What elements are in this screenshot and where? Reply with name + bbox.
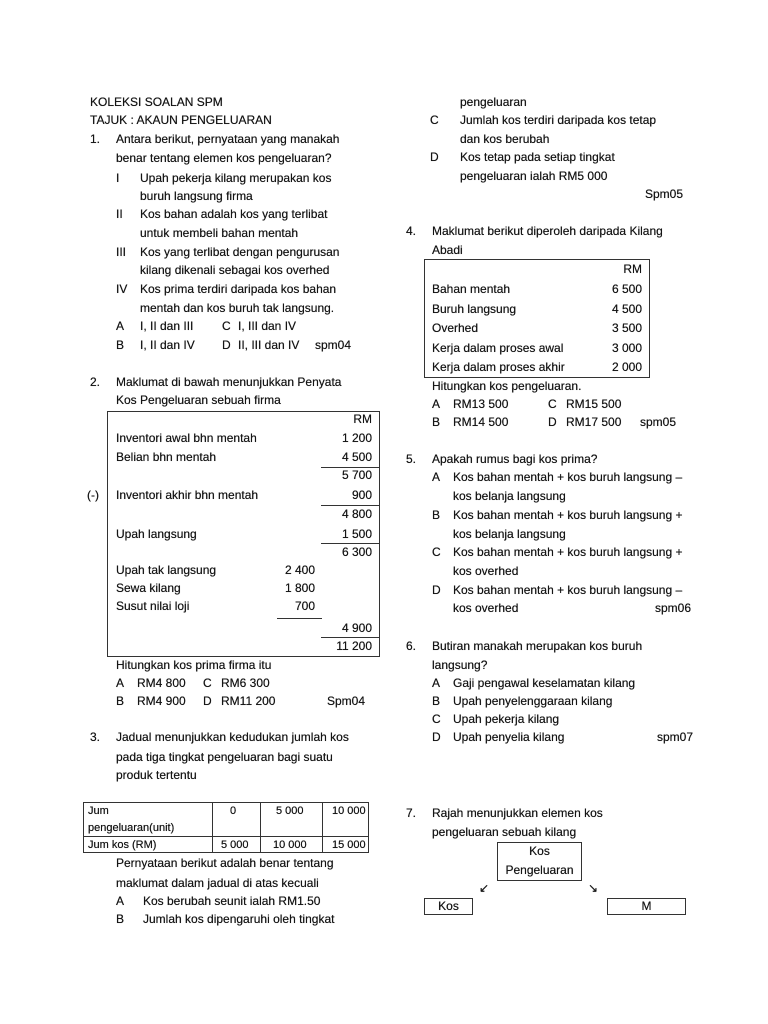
table-col-divider (260, 802, 261, 853)
row-value: 4 800 (341, 507, 372, 521)
document-title: KOLEKSI SOALAN SPM (90, 95, 223, 109)
option-d[interactable]: Upah penyelia kilang (453, 730, 565, 744)
question-stem: pengeluaran sebuah kilang (432, 825, 577, 839)
row-label: Overhed (432, 321, 479, 335)
question-number: 5. (406, 452, 417, 466)
statement-numeral: II (116, 207, 123, 221)
question-stem: langsung? (432, 658, 488, 672)
option-b[interactable]: RM14 500 (453, 415, 509, 429)
question-number: 7. (406, 806, 417, 820)
question-number: 2. (90, 375, 101, 389)
row-label: Upah tak langsung (116, 563, 217, 577)
question-stem: Rajah menunjukkan elemen kos (432, 806, 603, 820)
row-label: Inventori awal bhn mentah (116, 431, 257, 445)
arrow-down-right-icon: ↘ (588, 881, 599, 895)
row-label: Sewa kilang (116, 581, 181, 595)
option-d[interactable]: Kos tetap pada setiap tingkat (460, 150, 615, 164)
table-cell: 0 (230, 805, 237, 817)
option-c-cont: kos overhed (453, 564, 519, 578)
option-d-cont: pengeluaran ialah RM5 000 (460, 169, 608, 183)
option-d[interactable]: Kos bahan mentah + kos buruh langsung – (453, 583, 683, 597)
question-stem: Antara berikut, pernyataan yang manakah (116, 132, 340, 146)
row-label: Kerja dalam proses awal (432, 341, 564, 355)
option-letter-b: B (432, 694, 441, 708)
option-letter-c: C (430, 113, 439, 127)
option-c[interactable]: RM6 300 (221, 676, 270, 690)
option-d[interactable]: RM11 200 (221, 694, 276, 708)
source-tag: spm04 (315, 338, 352, 352)
option-b[interactable]: RM4 900 (137, 694, 186, 708)
statement-text: Upah pekerja kilang merupakan kos (140, 171, 332, 185)
table-row-header: pengeluaran(unit) (88, 822, 175, 834)
option-letter-c: C (222, 319, 231, 333)
question-stem: Maklumat berikut diperoleh daripada Kilang (432, 224, 663, 238)
option-a[interactable]: I, II dan III (140, 319, 194, 333)
diagram-root-label: Pengeluaran (505, 863, 574, 877)
option-letter-d: D (222, 338, 231, 352)
question-stem: produk tertentu (116, 768, 197, 782)
subtotal-line (321, 637, 380, 638)
question-prompt: Hitungkan kos pengeluaran. (432, 379, 582, 393)
option-letter-c: C (432, 545, 441, 559)
option-letter-b: B (116, 912, 125, 926)
row-label: Belian bhn mentah (116, 450, 217, 464)
option-letter-d: D (430, 150, 439, 164)
option-letter-d: D (432, 583, 441, 597)
diagram-left-label: Kos (438, 899, 459, 913)
option-letter-a: A (432, 676, 441, 690)
question-stem: Butiran manakah merupakan kos buruh (432, 639, 643, 653)
subtotal-line (321, 543, 380, 544)
option-letter-d: D (203, 694, 212, 708)
row-value: 3 000 (611, 341, 642, 355)
row-label: Bahan mentah (432, 282, 511, 296)
option-b-cont: pengeluaran (460, 95, 527, 109)
subtotal-line (321, 505, 380, 506)
option-letter-a: A (116, 676, 125, 690)
row-value: 1 500 (341, 527, 372, 541)
row-subvalue: 1 800 (284, 581, 315, 595)
option-letter-b: B (116, 694, 125, 708)
option-c[interactable]: Jumlah kos terdiri daripada kos tetap (460, 113, 657, 127)
diagram-root-label: Kos (529, 844, 550, 858)
option-d[interactable]: RM17 500 (566, 415, 622, 429)
statement-text: buruh langsung firma (140, 189, 253, 203)
topic-heading: TAJUK : AKAUN PENGELUARAN (90, 113, 272, 127)
option-letter-a: A (432, 397, 441, 411)
statement-text: mentah dan kos buruh tak langsung. (140, 301, 335, 315)
row-value: 4 900 (341, 621, 372, 635)
option-c[interactable]: Kos bahan mentah + kos buruh langsung + (453, 545, 683, 559)
question-number: 3. (90, 730, 101, 744)
currency-header: RM (623, 262, 642, 276)
row-label: Kerja dalam proses akhir (432, 360, 565, 374)
statement-numeral: I (116, 171, 120, 185)
option-b[interactable]: Upah penyelenggaraan kilang (453, 694, 613, 708)
option-letter-b: B (116, 338, 125, 352)
option-a[interactable]: Gaji pengawal keselamatan kilang (453, 676, 636, 690)
option-letter-a: A (432, 470, 441, 484)
option-letter-c: C (203, 676, 212, 690)
source-tag: spm06 (655, 601, 692, 615)
diagram-right-label: M (641, 899, 652, 913)
currency-header: RM (353, 412, 372, 426)
row-label: Susut nilai loji (116, 599, 190, 613)
option-c[interactable]: I, III dan IV (238, 319, 297, 333)
table-row-divider (83, 836, 369, 837)
row-label: Buruh langsung (432, 302, 517, 316)
row-label: Inventori akhir bhn mentah (116, 488, 259, 502)
question-number: 1. (90, 132, 101, 146)
option-letter-d: D (548, 415, 557, 429)
row-subvalue: 700 (294, 599, 315, 613)
source-tag: Spm05 (645, 187, 684, 201)
statement-text: kilang dikenali sebagai kos overhed (140, 263, 330, 277)
table-cell: 15 000 (332, 839, 366, 851)
option-b[interactable]: I, II dan IV (140, 338, 195, 352)
table-cell: 10 000 (332, 805, 366, 817)
row-value: 900 (351, 488, 372, 502)
table-row-header: Jum kos (RM) (88, 839, 157, 851)
row-value: 5 700 (341, 468, 372, 482)
option-letter-a: A (116, 319, 125, 333)
table-cell: 10 000 (273, 839, 307, 851)
option-c-cont: dan kos berubah (460, 132, 550, 146)
row-subvalue: 2 400 (284, 563, 315, 577)
row-value: 6 300 (341, 545, 372, 559)
minus-label: (-) (87, 488, 99, 502)
option-b[interactable]: Jumlah kos dipengaruhi oleh tingkat (143, 912, 335, 926)
row-value: 3 500 (611, 321, 642, 335)
option-a[interactable]: RM13 500 (453, 397, 509, 411)
option-a-cont: kos belanja langsung (453, 489, 566, 503)
statement-text: Kos yang terlibat dengan pengurusan (140, 245, 340, 259)
option-b[interactable]: Kos bahan mentah + kos buruh langsung + (453, 508, 683, 522)
question-stem: pada tiga tingkat pengeluaran bagi suatu (116, 750, 333, 764)
option-a[interactable]: Kos bahan mentah + kos buruh langsung – (453, 470, 683, 484)
source-tag: spm07 (657, 730, 694, 744)
question-stem: Abadi (432, 243, 463, 257)
row-value: 4 500 (341, 450, 372, 464)
option-letter-b: B (432, 415, 441, 429)
row-value: 2 000 (611, 360, 642, 374)
table-row-header: Jum (88, 805, 109, 817)
row-label: Upah langsung (116, 527, 197, 541)
question-stem: Jadual menunjukkan kedudukan jumlah kos (116, 730, 349, 744)
statement-numeral: III (116, 245, 127, 259)
option-a[interactable]: Kos berubah seunit ialah RM1.50 (143, 894, 321, 908)
question-number: 6. (406, 639, 417, 653)
row-value: 1 200 (341, 431, 372, 445)
option-letter-a: A (116, 894, 125, 908)
question-number: 4. (406, 224, 417, 238)
source-tag: spm05 (640, 415, 677, 429)
option-letter-d: D (432, 730, 441, 744)
option-d-cont: kos overhed (453, 601, 519, 615)
question-stem: benar tentang elemen kos pengeluaran? (116, 151, 332, 165)
option-c[interactable]: Upah pekerja kilang (453, 712, 560, 726)
arrow-down-left-icon: ↙ (479, 881, 490, 895)
table-cell: 5 000 (276, 805, 304, 817)
row-value: 6 500 (611, 282, 642, 296)
question-prompt: Hitungkan kos prima firma itu (116, 658, 272, 672)
option-c[interactable]: RM15 500 (566, 397, 622, 411)
option-letter-b: B (432, 508, 441, 522)
option-letter-c: C (548, 397, 557, 411)
question-stem: Maklumat di bawah menunjukkan Penyata (116, 375, 342, 389)
option-b-cont: kos belanja langsung (453, 527, 566, 541)
table-col-divider (322, 802, 323, 853)
option-d[interactable]: II, III dan IV (238, 338, 300, 352)
option-letter-c: C (432, 712, 441, 726)
question-prompt: Pernyataan berikut adalah benar tentang (116, 856, 334, 870)
question-stem: Kos Pengeluaran sebuah firma (116, 393, 281, 407)
option-a[interactable]: RM4 800 (137, 676, 186, 690)
row-value: 11 200 (336, 639, 372, 653)
table-col-divider (212, 802, 213, 853)
question-prompt: maklumat dalam jadual di atas kecuali (116, 876, 319, 890)
statement-text: Kos prima terdiri daripada kos bahan (140, 282, 337, 296)
question-stem: Apakah rumus bagi kos prima? (432, 452, 598, 466)
statement-numeral: IV (116, 282, 128, 296)
table-cell: 5 000 (221, 839, 249, 851)
row-value: 4 500 (611, 302, 642, 316)
source-tag: Spm04 (327, 694, 366, 708)
statement-text: untuk membeli bahan mentah (140, 226, 299, 240)
subtotal-line (277, 618, 322, 619)
statement-text: Kos bahan adalah kos yang terlibat (140, 207, 328, 221)
